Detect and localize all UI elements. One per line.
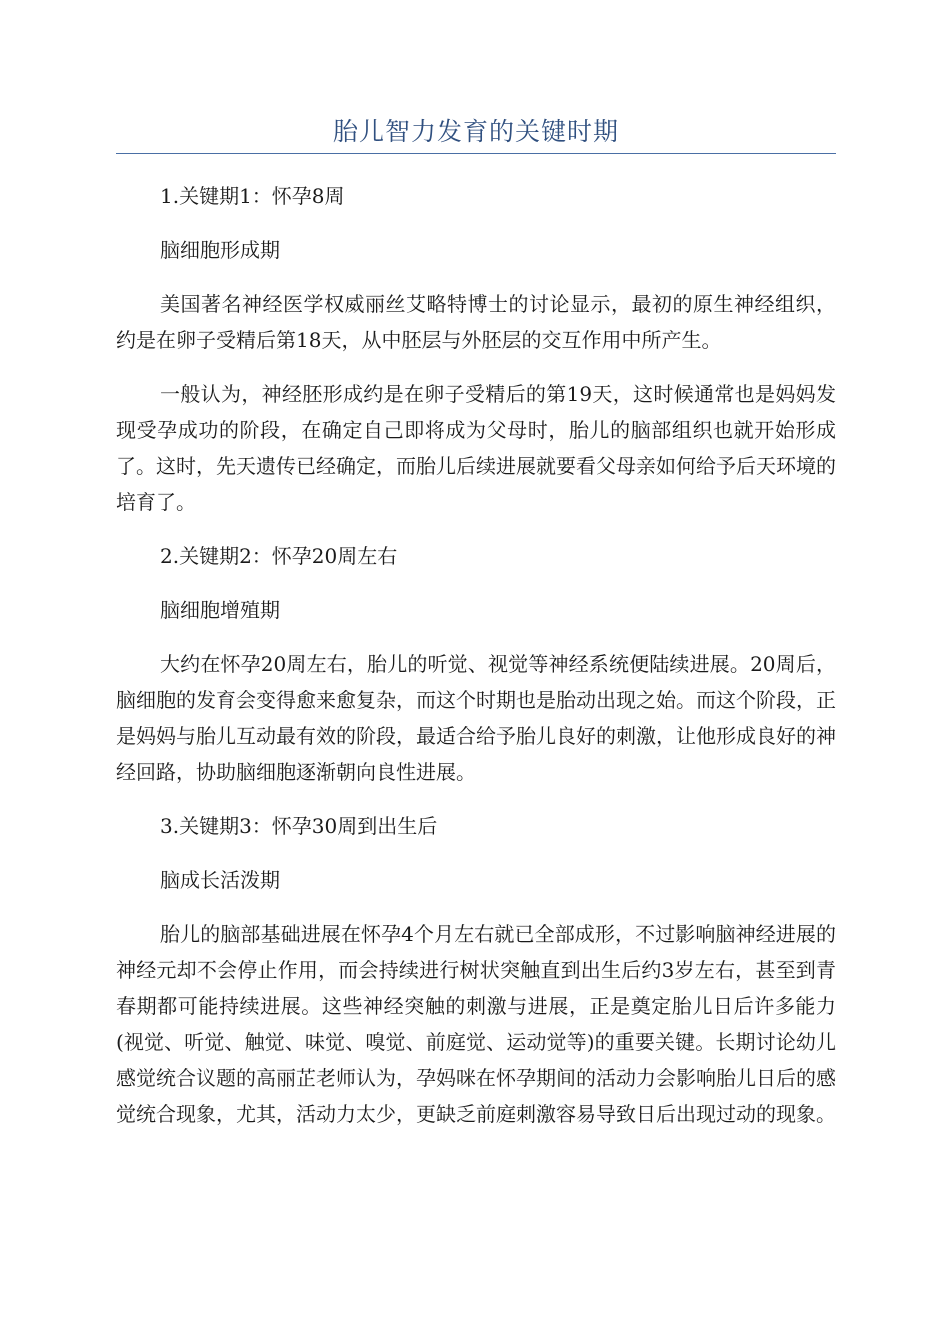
section-subtitle-2: 脑细胞增殖期: [160, 598, 280, 622]
document-body: [116, 178, 836, 1132]
body-paragraph: 美国著名神经医学权威丽丝艾略特博士的讨论显示，最初的原生神经组织，约是在卵子受精后第18天，从中胚层与外胚层的交互作用中所产生。: [116, 292, 836, 352]
section-heading-3: 3.关键期3：怀孕30周到出生后: [160, 814, 438, 838]
section-subtitle-1: 脑细胞形成期: [160, 238, 280, 262]
section-heading-1: 1.关键期1：怀孕8周: [160, 184, 345, 208]
body-paragraph: 胎儿的脑部基础进展在怀孕4个月左右就已全部成形，不过影响脑神经进展的神经元却不会停止作用，而会持续进行树状突触直到出生后约3岁左右，甚至到青春期都可能持续进展。这些神经突触的刺激与进展，正是奠定胎儿日后许多能力(视觉、听觉、触觉、味觉、嗅觉、前庭觉、运动觉等)的重要关键。长期讨论幼儿感觉统合议题的高丽芷老师认为，孕妈咪在怀孕期间的活动力会影响胎儿日后的感觉统合现象，尤其，活动力太少，更缺乏前庭刺激容易导致日后出现过动的现象。: [116, 922, 836, 1126]
body-paragraph: 大约在怀孕20周左右，胎儿的听觉、视觉等神经系统便陆续进展。20周后，脑细胞的发育会变得愈来愈复杂，而这个时期也是胎动出现之始。而这个阶段，正是妈妈与胎儿互动最有效的阶段，最适合给予胎儿良好的刺激，让他形成良好的神经回路，协助脑细胞逐渐朝向良性进展。: [116, 652, 836, 784]
section-subtitle-3: 脑成长活泼期: [160, 868, 280, 892]
section-heading-2: 2.关键期2：怀孕20周左右: [160, 544, 398, 568]
document-page: [116, 0, 836, 1150]
body-paragraph: 一般认为，神经胚形成约是在卵子受精后的第19天，这时候通常也是妈妈发现受孕成功的阶段，在确定自己即将成为父母时，胎儿的脑部组织也就开始形成了。这时，先天遗传已经确定，而胎儿后续进展就要看父母亲如何给予后天环境的培育了。: [116, 382, 836, 514]
document-title: 胎儿智力发育的关键时期: [332, 117, 619, 146]
title-underline: [116, 153, 836, 154]
